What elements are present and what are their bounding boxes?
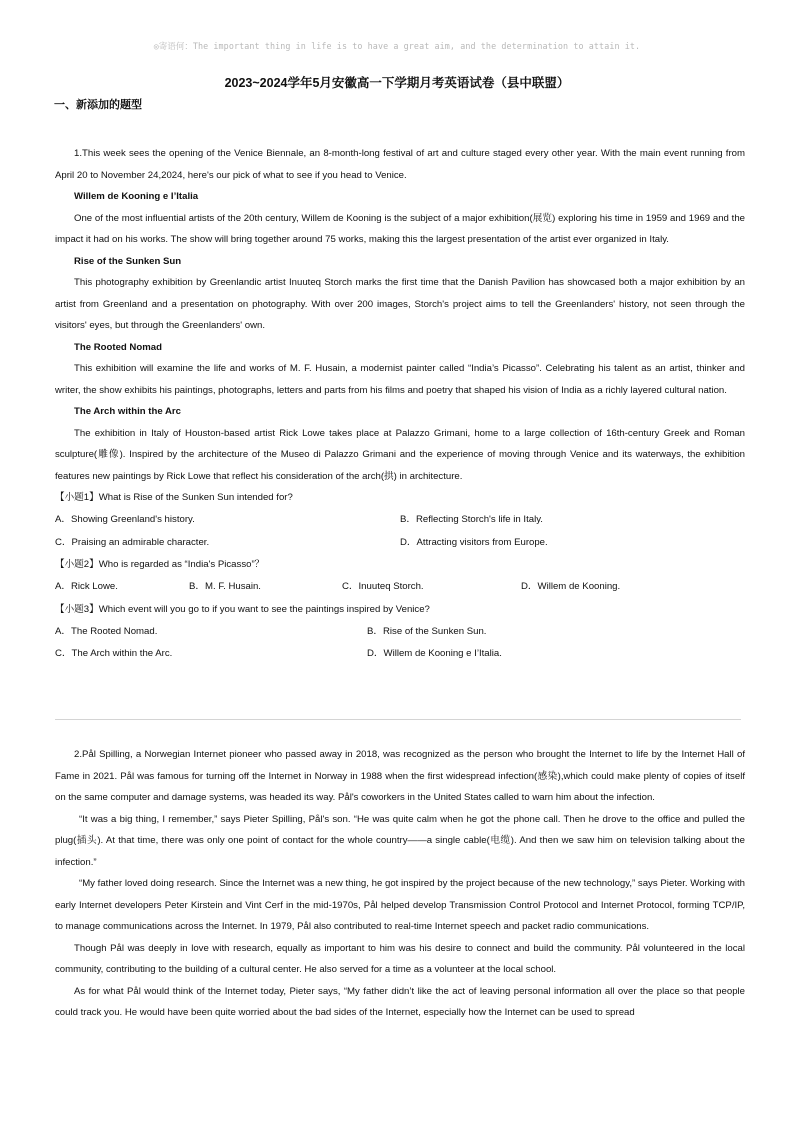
q2-paragraph-5: As for what Pål would think of the Internet today, Pieter says, “My father didn’t like the act of leaving personal information all over the place so that people could track you. He would have been quite worried about the bad sides of the Internet, especially how the Internet can be used to spread — [55, 985, 745, 1018]
q1-paragraph-3: This exhibition will examine the life and works of M. F. Husain, a modernist painter called “India’s Picasso”. Celebrating his talent as an artist, thinker and writer, the show exhibits his paintings, photographs, letters and parts from his films and poetry that shaped his vision of India as a richly layered cultural nation. — [55, 363, 745, 396]
subquestion-3-stem: 【小题3】Which event will you go to if you want to see the paintings inspired by Venice? — [55, 603, 430, 615]
subquestion-3-option-b[interactable]: B．Rise of the Sunken Sun. — [367, 625, 487, 637]
subquestion-2-option-a[interactable]: A．Rick Lowe. — [55, 581, 118, 592]
subquestion-3-option-a[interactable]: A．The Rooted Nomad. — [55, 625, 158, 637]
subquestion-3-options-row-1 — [55, 621, 745, 644]
q2-paragraph-1: 2.Pål Spilling, a Norwegian Internet pioneer who passed away in 2018, was recognized as the person who brought the Internet to life by the Internet Hall of Fame in 2021. Pål was famous for turning off the Internet in Norway in 1988 when the first widespread infection(感染),which could make plenty of copies of itself on the same computer and damage systems, was headed its way. Pål's coworkers in the United States called to warn him about the infection. — [55, 749, 745, 803]
q1-paragraph-2: This photography exhibition by Greenlandic artist Inuuteq Storch marks the first time that the Danish Pavilion has showcased both a major exhibition by an artist from Greenland and a presentation on photography. With over 200 images, Storch's project aims to tell the Greenlanders' history, not seen through the visitors' eyes, but through the Greenlanders' own. — [55, 277, 745, 331]
q2-paragraph-4: Though Pål was deeply in love with research, equally as important to him was his desire to connect and build the community. Pål volunteered in the local community, contributing to the building of a cultural center. He also served for a time as a volunteer at the local school. — [55, 942, 745, 975]
subquestion-1-options-row-2 — [55, 532, 745, 555]
q1-paragraph-1: One of the most influential artists of the 20th century, Willem de Kooning is the subject of a major exhibition(展览) exploring his time in 1959 and 1969 and the impact it had on his works. The show will bring together around 75 works, making this the largest presentation of the artist ever organized in Italy. — [55, 212, 745, 245]
q1-heading-2: Rise of the Sunken Sun — [74, 255, 182, 267]
q1-paragraph-4: The exhibition in Italy of Houston-based artist Rick Lowe takes place at Palazzo Grimani, home to a large collection of 16th-century Greek and Roman sculpture(雕像). Inspired by the architecture of the Museo di Palazzo Grimani and the experience of moving through Venice and its waterways, the exhibition features new paintings by Rick Lowe that reflect his consideration of the arch(拱) in architecture. — [55, 427, 745, 482]
subquestion-1-stem: 【小题1】What is Rise of the Sunken Sun intended for? — [55, 492, 293, 503]
q1-intro: 1.This week sees the opening of the Venice Biennale, an 8-month-long festival of art and culture staged every other year. With the main event running from April 20 to November 24,2024, here's our pick of what to see if you head to Venice. — [55, 148, 745, 181]
subquestion-1-option-c[interactable]: C．Praising an admirable character. — [55, 536, 210, 548]
q2-paragraph-3: “My father loved doing research. Since the Internet was a new thing, he got inspired by the project because of the new technology,” says Pieter. Working with early Internet developers Peter Kirstein and Vint Cerf in the mid-1970s, Pål helped develop Transmission Control Protocol and Internet Protocol, forming TCP/IP, to manage communications across the Internet. In 1979, Pål also contributed to real-time Internet speech and packet radio communications. — [55, 878, 745, 932]
subquestion-1-option-a[interactable]: A．Showing Greenland's history. — [55, 514, 195, 525]
subquestion-3-option-c[interactable]: C．The Arch within the Arc. — [55, 648, 173, 659]
subquestion-1-options-row-1 — [55, 509, 745, 532]
q1-heading-1: Willem de Kooning e I’Italia — [74, 191, 199, 202]
subquestion-3-option-d[interactable]: D．Willem de Kooning e I’Italia. — [367, 648, 502, 659]
subquestion-1-option-d[interactable]: D．Attracting visitors from Europe. — [400, 536, 548, 548]
q2-paragraph-2: “It was a big thing, I remember,” says Pieter Spilling, Pål's son. “He was quite calm when he got the phone call. Then he drove to the office and pulled the plug(插头). At that time, there was only one point of contact for the whole country——a single cable(电缆). And then we saw him on television talking about the infection.” — [55, 813, 745, 868]
subquestion-2-option-c[interactable]: C．Inuuteq Storch. — [342, 581, 424, 592]
subquestion-1-option-b[interactable]: B．Reflecting Storch's life in Italy. — [400, 514, 543, 525]
question-divider — [55, 719, 741, 720]
question-1 — [55, 143, 745, 666]
document-title: 2023~2024学年5月安徽高一下学期月考英语试卷（县中联盟） — [224, 76, 570, 90]
subquestion-3-options-row-2 — [55, 643, 745, 666]
subquestion-2-options-row — [55, 576, 745, 599]
subquestion-2-option-d[interactable]: D．Willem de Kooning. — [521, 581, 621, 592]
subquestion-2-option-b[interactable]: B．M. F. Husain. — [189, 581, 261, 592]
section-heading: 一、新添加的题型 — [54, 98, 142, 111]
q1-heading-3: The Rooted Nomad — [74, 341, 162, 353]
subquestion-2-stem: 【小题2】Who is regarded as “India's Picasso”？ — [55, 559, 265, 570]
page-watermark: ◎寄语何：The important thing in life is to have a great aim, and the determination to attain it. — [153, 41, 641, 51]
q1-heading-4: The Arch within the Arc — [74, 406, 181, 417]
question-2 — [55, 744, 745, 1024]
